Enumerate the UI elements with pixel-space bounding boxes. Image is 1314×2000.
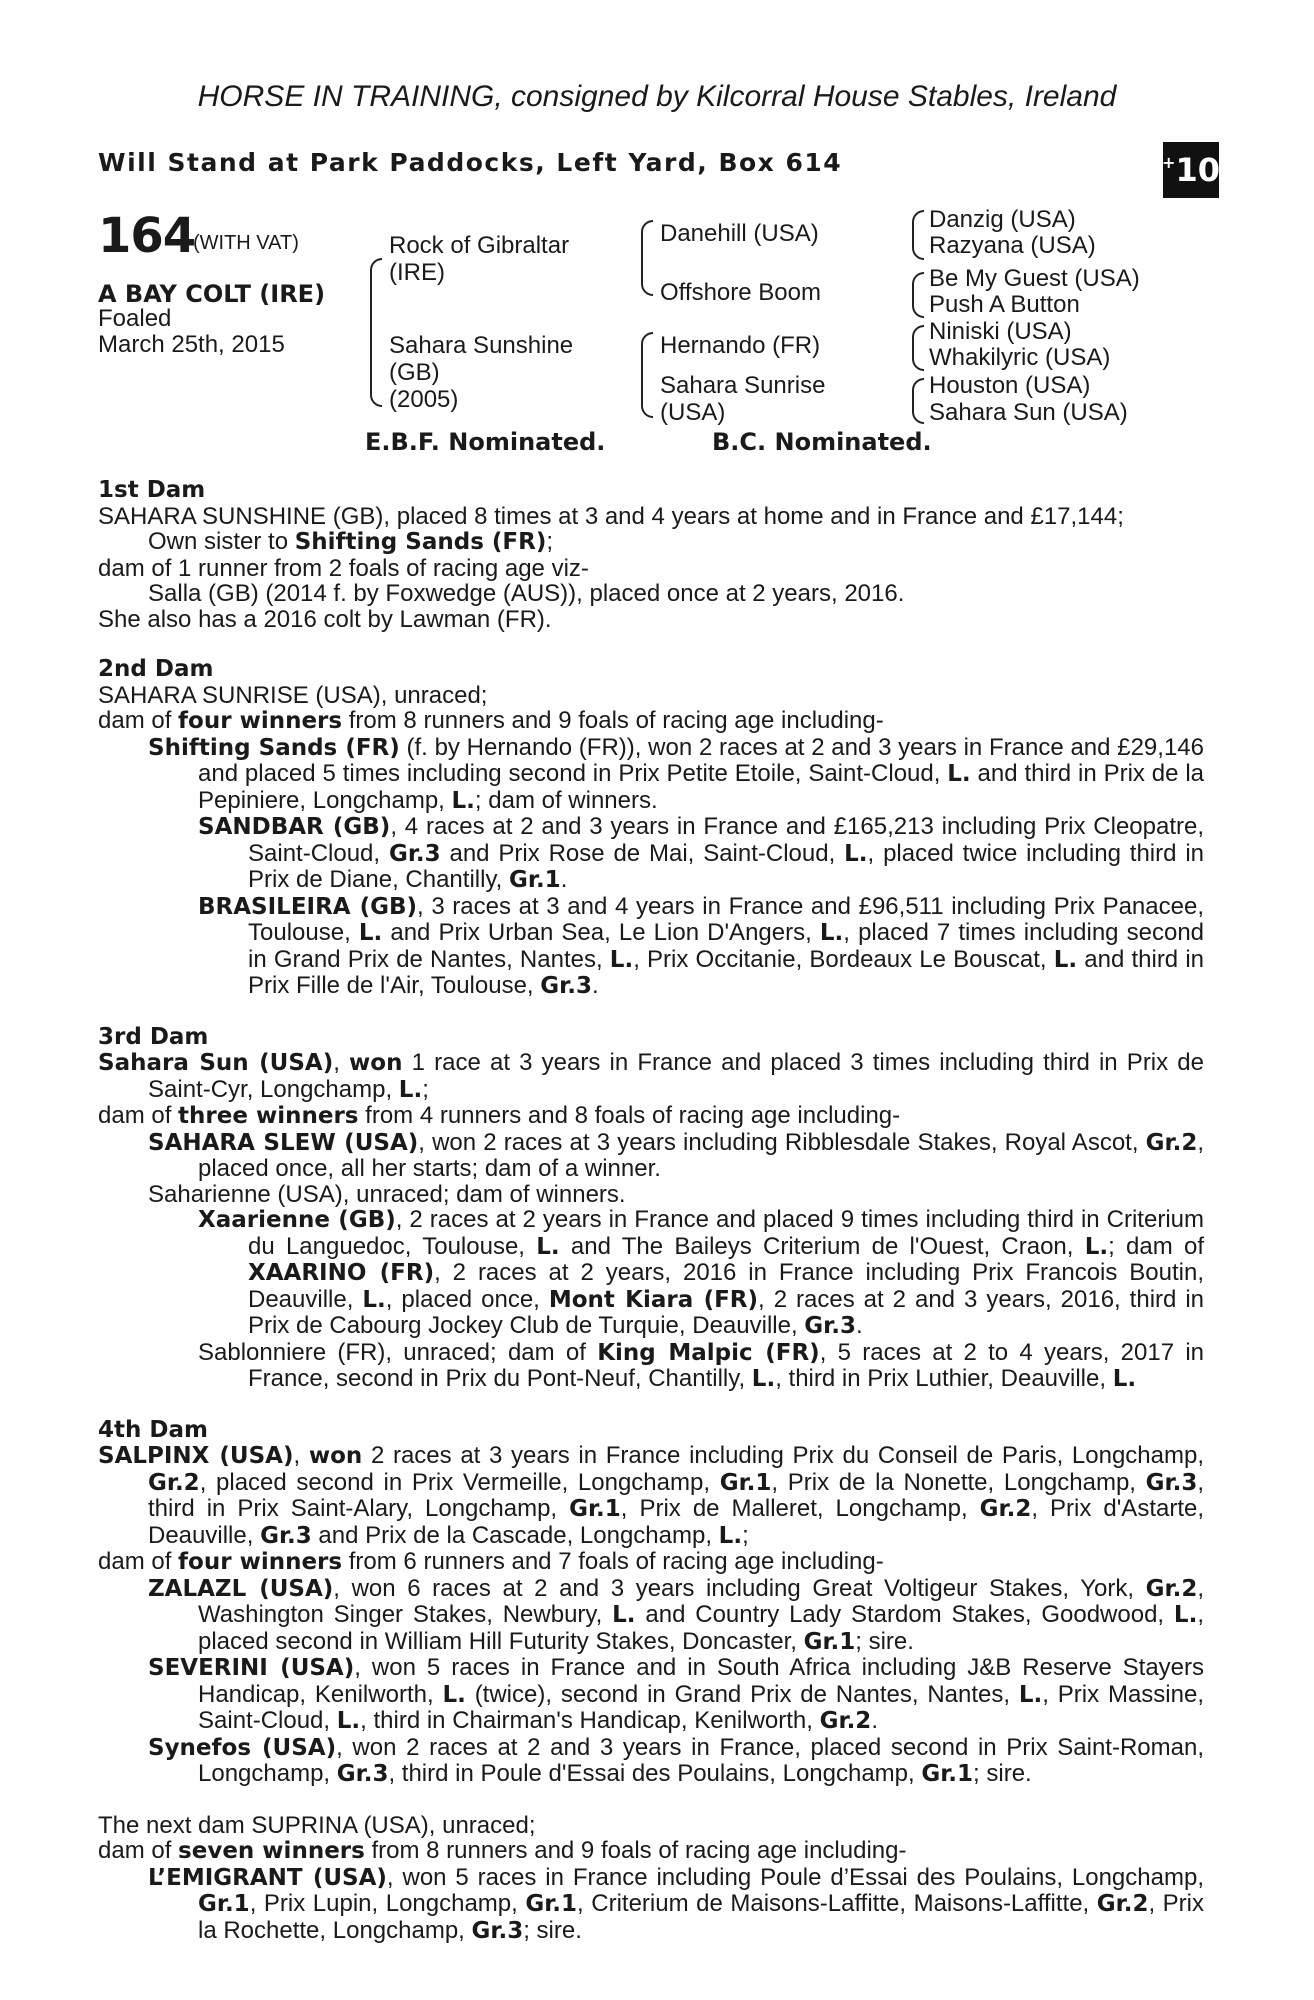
pedigree-sds: Be My Guest (USA) <box>929 265 1140 292</box>
dam-year: (2005) <box>389 386 459 413</box>
pedigree-sire-sire: Danehill (USA) <box>660 220 819 247</box>
lot-badge <box>1163 142 1219 198</box>
pedigree-dds: Houston (USA) <box>929 372 1091 399</box>
pedigree-sire <box>389 232 569 286</box>
fourth-dam-progeny-1: ZALAZL (USA), won 6 races at 2 and 3 years including Great Voltigeur Stakes, York, Gr.2, Washington Singer Stakes, Newbury, L. and Country Lady Stardom Stakes, Goodwood, L., placed second in William Hill Futurity Stakes, Doncaster, Gr.1; sire. <box>148 1574 1204 1655</box>
badge-number: 10 <box>1175 151 1220 189</box>
foaled-label: Foaled <box>98 305 172 332</box>
fourth-dam-progeny-2: SEVERINI (USA), won 5 races in France and in South Africa including J&B Reserve Stayers Handicap, Kenilworth, L. (twice), second in Grand Prix de Nantes, Nantes, L., Prix Massine, Saint-Cloud, L., third in Chairman's Handicap, Kenilworth, Gr.2. <box>148 1654 1205 1734</box>
foaled-date: March 25th, 2015 <box>98 331 285 358</box>
fourth-dam-section <box>98 1418 1204 1788</box>
second-dam-line: SAHARA SUNRISE (USA), unraced; <box>98 681 488 709</box>
second-dam-progeny-3: BRASILEIRA (GB), 3 races at 3 and 4 years in France and £96,511 including Prix Panacee, Toulouse, L. and Prix Urban Sea, Le Lion D'Angers, L., placed 7 times including second in Grand Prix de Nantes, Nantes, L., Prix Occitanie, Bordeaux Le Bouscat, L. and third in Prix Fille de l'Air, Toulouse, Gr.3. <box>198 892 1205 999</box>
pedigree-ssd: Razyana (USA) <box>929 232 1096 259</box>
lot-number: 164 <box>98 208 196 264</box>
sire-name: Rock of Gibraltar <box>389 232 570 259</box>
pedigree-sire-dam: Offshore Boom <box>660 279 821 306</box>
first-dam-heading: 1st Dam <box>98 477 206 503</box>
third-dam-produce: dam of three winners from 4 runners and 8 foals of racing age including- <box>98 1102 901 1129</box>
third-dam-progeny-2: Saharienne (USA), unraced; dam of winners. <box>148 1180 626 1208</box>
first-dam-line: SAHARA SUNSHINE (GB), placed 8 times at 3 and 4 years at home and in France and £17,144; <box>98 502 1124 530</box>
dam-country: (GB) <box>389 359 440 386</box>
ss-brace <box>641 220 653 296</box>
g1-brace <box>912 210 924 260</box>
third-dam-progeny-4: Sablonniere (FR), unraced; dam of King Malpic (FR), 5 races at 2 to 4 years, 2017 in France, second in Prix du Pont-Neuf, Chantilly, L., third in Prix Luthier, Deauville, L. <box>198 1338 1205 1392</box>
first-dam-sister: Own sister to Shifting Sands (FR); <box>148 528 554 555</box>
third-dam-line: Sahara Sun (USA), won 1 race at 3 years in France and placed 3 times including third in Prix de Saint-Cyr, Longchamp, L.; <box>98 1049 1204 1103</box>
third-dam-progeny-3: Xaarienne (GB), 2 races at 2 years in France and placed 9 times including third in Criterium du Languedoc, Toulouse, L. and The Baileys Criterium de l'Ouest, Craon, L.; dam of XAARINO (FR), 2 races at 2 years, 2016 in France including Prix Francois Boutin, Deauville, L., placed once, Mont Kiara (FR), 2 races at 2 and 3 years, 2016, third in Prix de Cabourg Jockey Club de Turquie, Deauville, Gr.3. <box>198 1206 1205 1339</box>
sire-country: (IRE) <box>389 259 445 286</box>
pedigree-dam <box>389 332 573 413</box>
second-dam-produce: dam of four winners from 8 runners and 9 foals of racing age including- <box>98 707 884 734</box>
pedigree-dss: Niniski (USA) <box>929 318 1072 345</box>
fourth-dam-line: SALPINX (USA), won 2 races at 3 years in France including Prix du Conseil de Paris, Longchamp, Gr.2, placed second in Prix Vermeille, Longchamp, Gr.1, Prix de la Nonette, Longchamp, Gr.3, third in Prix Saint-Alary, Longchamp, Gr.1, Prix de Malleret, Longchamp, Gr.2, Prix d'Astarte, Deauville, Gr.3 and Prix de la Cascade, Longchamp, L.; <box>98 1442 1205 1549</box>
badge-plus: + <box>1162 152 1176 172</box>
ds-brace <box>641 332 653 418</box>
first-dam-note: She also has a 2016 colt by Lawman (FR). <box>98 605 552 633</box>
pedigree-sdd: Push A Button <box>929 291 1080 318</box>
fourth-dam-heading: 4th Dam <box>98 1416 208 1443</box>
stand-location: Will Stand at Park Paddocks, Left Yard, Box 614 <box>98 148 843 177</box>
page-title: HORSE IN TRAINING, consigned by Kilcorral House Stables, Ireland <box>197 80 1117 113</box>
pedigree-dsd: Whakilyric (USA) <box>929 344 1111 371</box>
pedigree-ddd: Sahara Sun (USA) <box>929 399 1128 426</box>
foaled-info <box>98 306 285 358</box>
third-dam-progeny-1: SAHARA SLEW (USA), won 2 races at 3 years including Ribblesdale Stakes, Royal Ascot, Gr.2, placed once, all her starts; dam of a winner. <box>148 1128 1205 1182</box>
bc-nominated: B.C. Nominated. <box>712 428 932 456</box>
vat-note: (WITH VAT) <box>193 232 299 254</box>
g4-brace <box>912 378 924 424</box>
pedigree-dam-dam <box>660 372 825 426</box>
second-dam-progeny-1: Shifting Sands (FR) (f. by Hernando (FR)), won 2 races at 2 and 3 years in France and £29,146 and placed 5 times including second in Prix Petite Etoile, Saint-Cloud, L. and third in Prix de la Pepiniere, Longchamp, L.; dam of winners. <box>148 733 1205 814</box>
first-dam-produce: dam of 1 runner from 2 foals of racing age viz- <box>98 554 589 582</box>
next-dam-produce: dam of seven winners from 8 runners and 9 foals of racing age including- <box>98 1837 907 1864</box>
second-dam-section <box>98 657 1204 1000</box>
third-dam-section <box>98 1025 1204 1393</box>
lot-description: A BAY COLT (IRE) <box>98 280 326 308</box>
second-dam-heading: 2nd Dam <box>98 656 214 682</box>
fourth-dam-progeny-3: Synefos (USA), won 2 races at 2 and 3 years in France, placed second in Prix Saint-Roman, Longchamp, Gr.3, third in Poule d'Essai des Poulains, Longchamp, Gr.1; sire. <box>148 1733 1204 1787</box>
dd-country: (USA) <box>660 399 726 426</box>
dd-name: Sahara Sunrise <box>660 372 826 399</box>
catalogue-body <box>98 478 1204 1944</box>
ebf-nominated: E.B.F. Nominated. <box>365 428 606 456</box>
next-dam-section <box>98 1813 1204 1945</box>
next-dam-line: The next dam SUPRINA (USA), unraced; <box>98 1811 536 1839</box>
pedigree-sss: Danzig (USA) <box>929 206 1076 233</box>
second-dam-progeny-2: SANDBAR (GB), 4 races at 2 and 3 years in France and £165,213 including Prix Cleopatre, Saint-Cloud, Gr.3 and Prix Rose de Mai, Saint-Cloud, L., placed twice including third in Prix de Diane, Chantilly, Gr.1. <box>198 813 1205 893</box>
dam-name: Sahara Sunshine <box>389 332 574 359</box>
g2-brace <box>912 272 924 318</box>
fourth-dam-produce: dam of four winners from 6 runners and 7 foals of racing age including- <box>98 1548 884 1575</box>
first-dam-section <box>98 478 1204 632</box>
first-dam-foal: Salla (GB) (2014 f. by Foxwedge (AUS)), placed once at 2 years, 2016. <box>148 580 905 607</box>
sire-brace <box>370 258 382 407</box>
third-dam-heading: 3rd Dam <box>98 1023 209 1050</box>
g3-brace <box>912 325 924 371</box>
pedigree-dam-sire: Hernando (FR) <box>660 332 821 359</box>
next-dam-progeny-1: L’EMIGRANT (USA), won 5 races in France including Poule d’Essai des Poulains, Longchamp, Gr.1, Prix Lupin, Longchamp, Gr.1, Criterium de Maisons-Laffitte, Maisons-Laffitte, Gr.2, Prix la Rochette, Longchamp, Gr.3; sire. <box>148 1863 1204 1944</box>
